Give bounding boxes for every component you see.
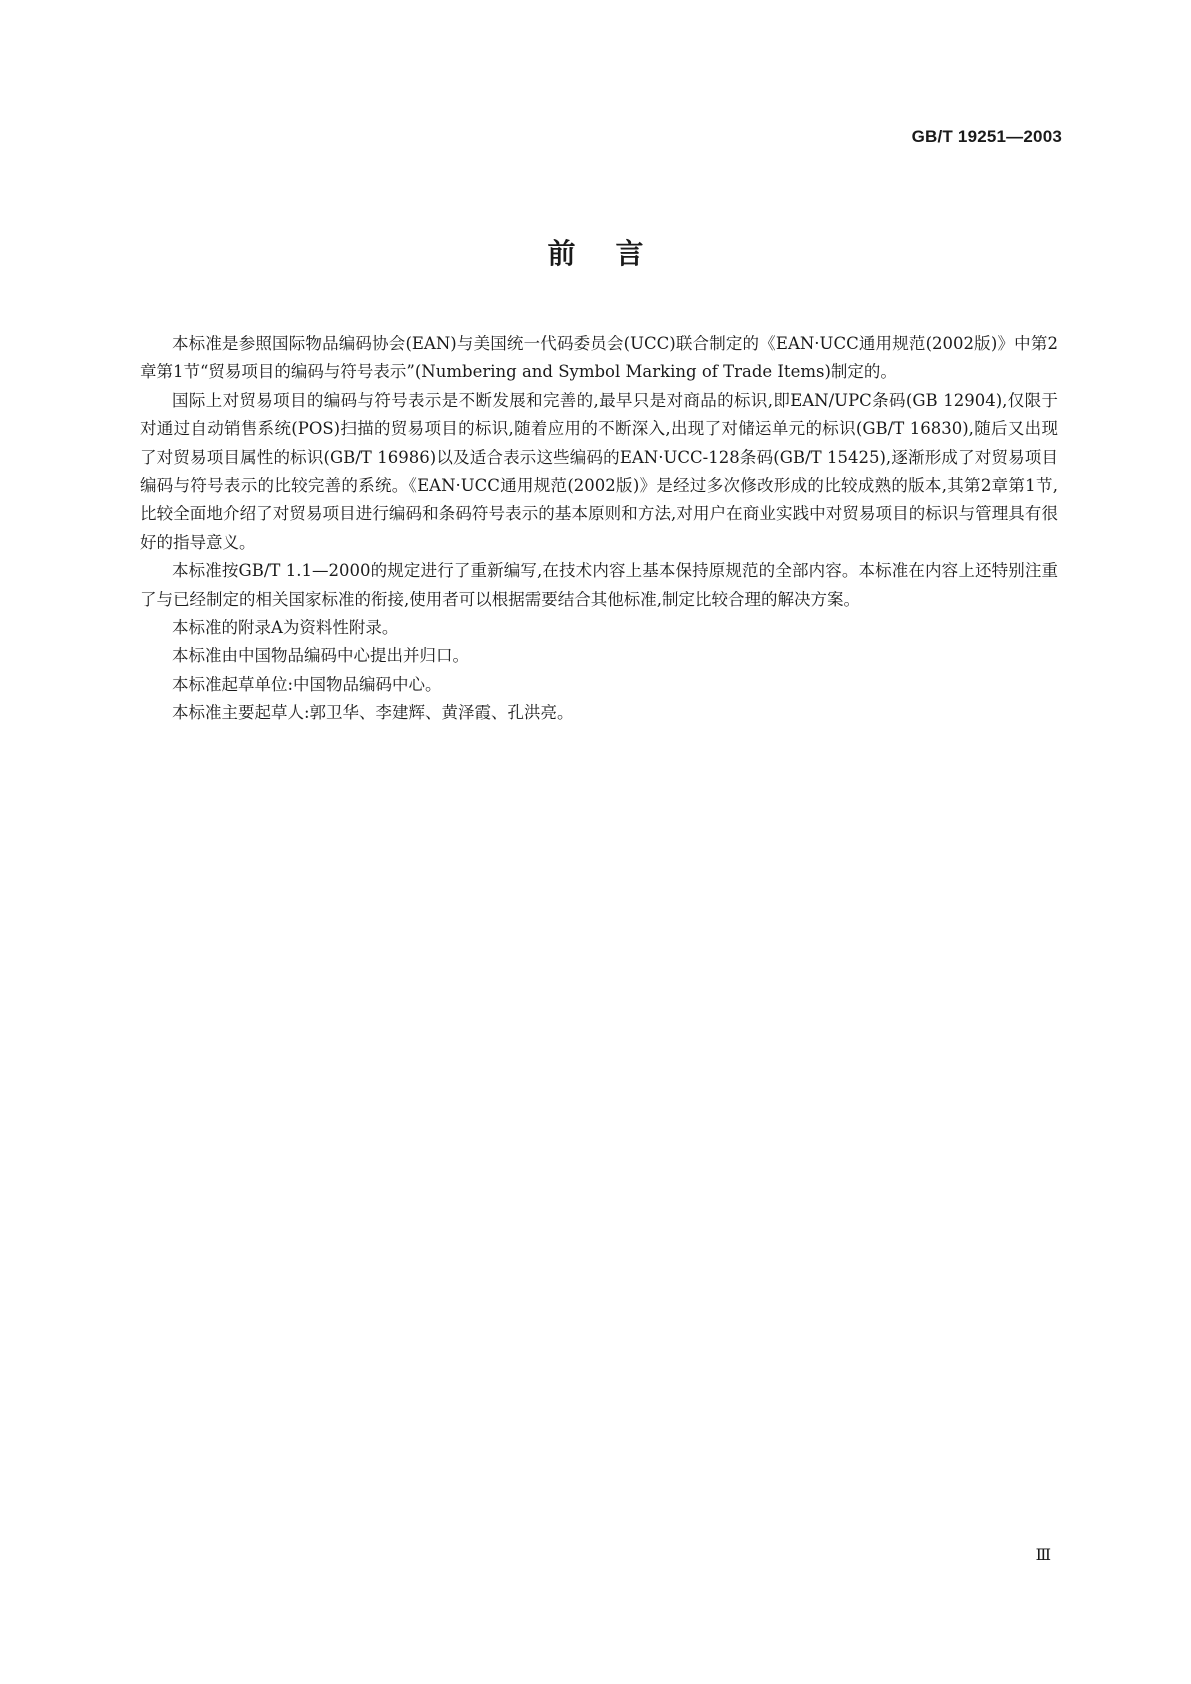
page-number: Ⅲ bbox=[1035, 1547, 1051, 1564]
paragraph-proposer: 本标准由中国物品编码中心提出并归口。 bbox=[172, 646, 469, 666]
foreword-body bbox=[140, 330, 1058, 728]
page-title: 前言 bbox=[547, 237, 684, 270]
paragraph-drafting-rules: 本标准按GB/T 1.1—2000的规定进行了重新编写,在技术内容上基本保持原规范的全部内容。本标准在内容上还特别注重了与已经制定的相关国家标准的衔接,使用者可以根据需要结合其他标准,制定比较合理的解决方案。 bbox=[140, 561, 1058, 609]
paragraph-drafting-unit: 本标准起草单位:中国物品编码中心。 bbox=[172, 674, 442, 694]
paragraph-basis: 本标准是参照国际物品编码协会(EAN)与美国统一代码委员会(UCC)联合制定的《EAN·UCC通用规范(2002版)》中第2章第1节“贸易项目的编码与符号表示”(Numbering and Symbol Marking of Trade Items)制定的。 bbox=[140, 334, 1058, 382]
paragraph-drafters: 本标准主要起草人:郭卫华、李建辉、黄泽霞、孔洪亮。 bbox=[172, 703, 574, 723]
paragraph-annex: 本标准的附录A为资料性附录。 bbox=[172, 618, 399, 638]
standard-code: GB/T 19251—2003 bbox=[911, 127, 1062, 146]
paragraph-background: 国际上对贸易项目的编码与符号表示是不断发展和完善的,最早只是对商品的标识,即EAN/UPC条码(GB 12904),仅限于对通过自动销售系统(POS)扫描的贸易项目的标识,随着应用的不断深入,出现了对储运单元的标识(GB/T 16830),随后又出现了对贸易项目属性的标识(GB/T 16986)以及适合表示这些编码的EAN·UCC-128条码(GB/T 15425),逐渐形成了对贸易项目编码与符号表示的比较完善的系统。《EAN·UCC通用规范(2002版)》是经过多次修改形成的比较成熟的版本,其第2章第1节,比较全面地介绍了对贸易项目进行编码和条码符号表示的基本原则和方法,对用户在商业实践中对贸易项目的标识与管理具有很好的指导意义。 bbox=[140, 390, 1058, 552]
